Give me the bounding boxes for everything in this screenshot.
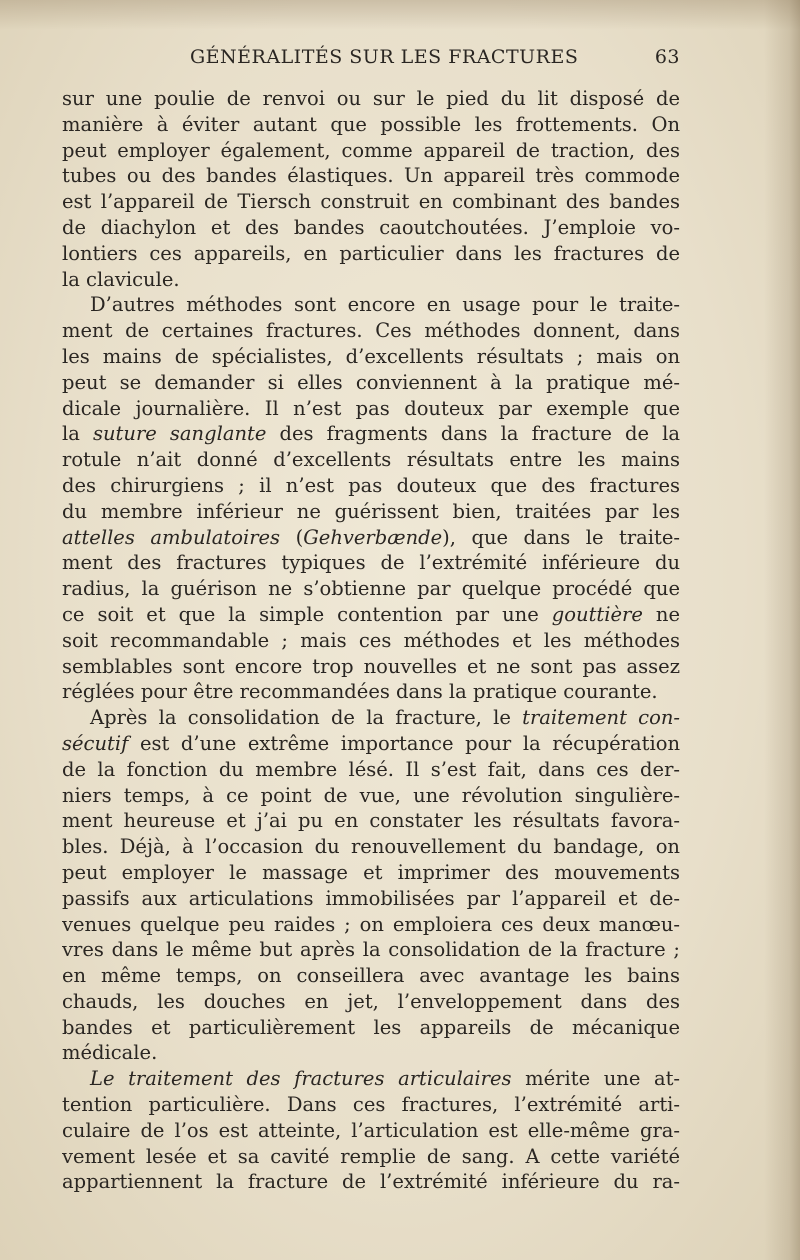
- text-line: Après la consolidation de la fracture, le traitement con-: [90, 706, 680, 730]
- text-line: venues quelque peu raides ; on emploiera ces deux manœu-: [62, 912, 680, 936]
- text-line: de la fonction du membre lésé. Il s’est fait, dans ces der-: [62, 757, 680, 781]
- text-line: sur une poulie de renvoi ou sur le pied du lit disposé de: [62, 87, 680, 110]
- text-line: passifs aux articulations immobilisées par l’appareil et de-: [62, 886, 680, 910]
- text-line: bles. Déjà, à l’occasion du renouvellement du bandage, on: [62, 835, 680, 859]
- text-line: Le traitement des fractures articulaires mérite une at-: [90, 1067, 680, 1091]
- text-line: réglées pour être recommandées dans la pratique courante.: [62, 680, 658, 704]
- text-line: chauds, les douches en jet, l’enveloppement dans des: [62, 989, 680, 1013]
- text-line: vement lesée et sa cavité remplie de sang. A cette variété: [62, 1144, 680, 1168]
- text-line: ce soit et que la simple contention par une gouttière ne: [62, 602, 680, 626]
- running-title: GÉNÉRALITÉS SUR LES FRACTURES: [190, 46, 579, 68]
- text-line: ment des fractures typiques de l’extrémité inférieure du: [62, 551, 680, 575]
- text-line: tubes ou des bandes élastiques. Un appareil très commode: [62, 164, 680, 188]
- text-line: sécutif est d’une extrême importance pour la récupération: [62, 731, 680, 755]
- text-line: la suture sanglante des fragments dans la fracture de la: [62, 422, 680, 446]
- text-line: lontiers ces appareils, en particulier dans les fractures de: [62, 241, 680, 265]
- text-line: soit recommandable ; mais ces méthodes et les méthodes: [62, 628, 680, 652]
- text-line: ment heureuse et j’ai pu en constater les résultats favora-: [62, 809, 680, 833]
- text-line: la clavicule.: [62, 267, 180, 291]
- text-line: D’autres méthodes sont encore en usage pour le traite-: [90, 293, 680, 317]
- text-line: tention particulière. Dans ces fractures, l’extrémité arti-: [62, 1093, 680, 1117]
- text-line: les mains de spécialistes, d’excellents résultats ; mais on: [62, 344, 680, 368]
- body-text: [62, 86, 680, 1195]
- text-line: rotule n’ait donné d’excellents résultats entre les mains: [62, 448, 680, 472]
- text-line: niers temps, à ce point de vue, une révolution singulière-: [62, 783, 680, 807]
- text-line: culaire de l’os est atteinte, l’articulation est elle-même gra-: [62, 1118, 680, 1142]
- text-line: des chirurgiens ; il n’est pas douteux que des fractures: [62, 473, 680, 497]
- text-line: attelles ambulatoires (Gehverbænde), que dans le traite-: [62, 525, 680, 549]
- text-line: du membre inférieur ne guérissent bien, traitées par les: [62, 499, 680, 523]
- text-line: en même temps, on conseillera avec avantage les bains: [62, 964, 680, 988]
- text-line: de diachylon et des bandes caoutchoutées. J’emploie vo-: [62, 215, 680, 239]
- text-line: peut employer le massage et imprimer des mouvements: [62, 860, 680, 884]
- text-line: manière à éviter autant que possible les frottements. On: [62, 112, 680, 136]
- text-line: vres dans le même but après la consolidation de la fracture ;: [62, 938, 680, 962]
- text-line: dicale journalière. Il n’est pas douteux par exemple que: [62, 396, 680, 420]
- text-line: peut se demander si elles conviennent à la pratique mé-: [62, 370, 680, 394]
- page-right-shadow: [764, 0, 800, 1260]
- text-line: ment de certaines fractures. Ces méthodes donnent, dans: [62, 319, 680, 343]
- text-line: appartiennent la fracture de l’extrémité inférieure du ra-: [62, 1170, 680, 1194]
- text-line: bandes et particulièrement les appareils de mécanique: [62, 1015, 680, 1039]
- text-line: peut employer également, comme appareil de traction, des: [62, 138, 680, 162]
- text-line: médicale.: [62, 1041, 158, 1065]
- page-header: [62, 46, 680, 76]
- text-line: radius, la guérison ne s’obtienne par quelque procédé que: [62, 577, 680, 601]
- text-line: est l’appareil de Tiersch construit en combinant des bandes: [62, 190, 680, 214]
- page-number: 63: [654, 46, 680, 68]
- text-line: semblables sont encore trop nouvelles et ne sont pas assez: [62, 654, 680, 678]
- page-top-shadow: [0, 0, 800, 30]
